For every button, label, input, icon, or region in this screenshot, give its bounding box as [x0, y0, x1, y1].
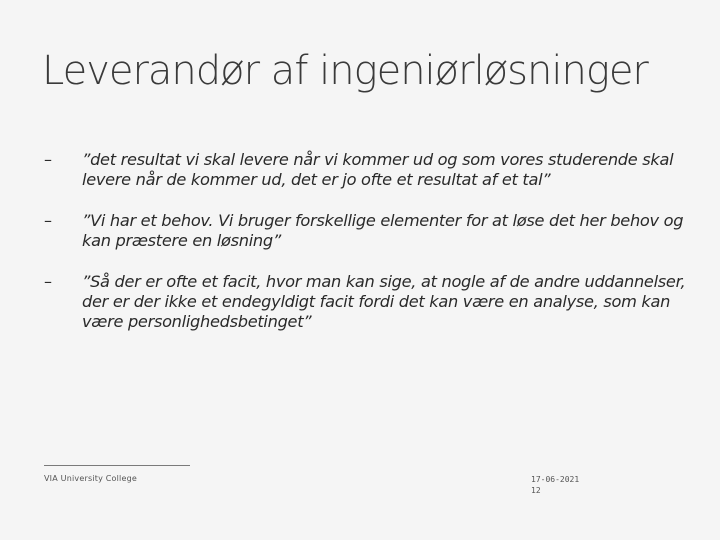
bullet-dash: –: [44, 211, 52, 230]
bullet-item: [44, 272, 694, 332]
bullet-dash: –: [44, 150, 52, 169]
bullet-list: [44, 150, 694, 353]
bullet-quote: ”Så der er ofte et facit, hvor man kan sige, at nogle af de andre uddannelser, der er der ikke et endegyldigt facit fordi det kan være en analyse, som kan være personlighedsbetinget”: [82, 272, 686, 331]
bullet-quote: ”Vi har et behov. Vi bruger forskellige elementer for at løse det her behov og kan præstere en løsning”: [82, 211, 684, 250]
bullet-item: [44, 150, 694, 190]
footer-date: 17-06-2021: [531, 475, 580, 484]
footer-meta: [531, 474, 579, 496]
footer-organization: VIA University College: [44, 474, 137, 483]
bullet-item: [44, 211, 694, 251]
bullet-dash: –: [44, 272, 52, 291]
footer-page-number: 12: [531, 486, 541, 495]
footer-divider: [44, 465, 190, 466]
bullet-quote: ”det resultat vi skal levere når vi kommer ud og som vores studerende skal levere når de kommer ud, det er jo ofte et resultat af et tal”: [82, 150, 674, 189]
slide-title: Leverandør af ingeniørløsninger: [42, 48, 648, 94]
